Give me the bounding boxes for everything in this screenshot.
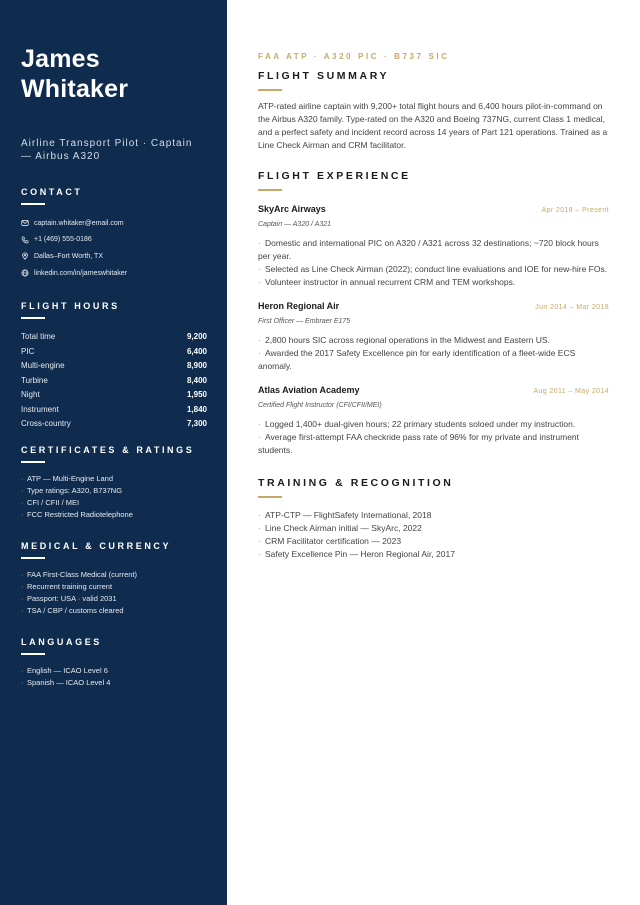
- phone-icon: [21, 236, 29, 244]
- languages-section: [21, 637, 207, 689]
- hours-label: PIC: [21, 346, 35, 356]
- languages-divider: [21, 653, 45, 655]
- candidate-role: Airline Transport Pilot · Captain — Airbus A320: [21, 138, 193, 162]
- job-entry: [258, 301, 609, 373]
- hours-row: [21, 416, 207, 431]
- training-item: · CRM Facilitator certification — 2023: [258, 536, 402, 546]
- contact-divider: [21, 203, 45, 205]
- hours-value: 7,300: [186, 419, 207, 429]
- job-entry: [258, 204, 609, 289]
- job-title: Certified Flight Instructor (CFI/CFII/MEI): [258, 402, 382, 409]
- job-dates: Jun 2014 – Mar 2018: [535, 304, 609, 311]
- list-item: · Spanish — ICAO Level 4: [21, 677, 111, 687]
- contact-section: [21, 187, 207, 281]
- hours-label: Night: [21, 390, 40, 400]
- hours-row: [21, 329, 207, 344]
- job-bullet: · 2,800 hours SIC across regional operations in the Midwest and Eastern US.: [258, 335, 550, 345]
- job-bullet: · Logged 1,400+ dual-given hours; 22 primary students soloed under my instruction.: [258, 419, 576, 429]
- medical-heading: MEDICAL & CURRENCY: [21, 540, 172, 551]
- contact-linkedin[interactable]: [21, 265, 207, 282]
- job-bullet: · Selected as Line Check Airman (2022); conduct line evaluations and IOE for new-hire FOs.: [258, 264, 608, 274]
- list-item: · English — ICAO Level 6: [21, 665, 108, 675]
- list-item: · FAA First-Class Medical (current): [21, 569, 138, 579]
- training-item: · ATP-CTP — FlightSafety International, 2018: [258, 510, 432, 520]
- hours-label: Instrument: [21, 404, 59, 414]
- certificates-divider: [21, 461, 45, 463]
- list-item: · TSA / CBP / customs cleared: [21, 605, 124, 615]
- list-item: · FCC Restricted Radiotelephone: [21, 509, 133, 519]
- job-company: Atlas Aviation Academy: [258, 385, 360, 395]
- hours-value: 1,950: [186, 390, 207, 400]
- list-item: · Passport: USA · valid 2031: [21, 593, 117, 603]
- tagline: FAA ATP · A320 PIC · B737 SIC: [258, 52, 450, 61]
- flight-hours-heading: FLIGHT HOURS: [21, 301, 120, 312]
- hours-value: 6,400: [186, 346, 207, 356]
- flight-hours-section: [21, 301, 207, 431]
- job-bullet: · Volunteer instructor in annual recurrent CRM and TEM workshops.: [258, 277, 516, 287]
- mail-icon: [21, 219, 29, 227]
- summary-divider: [258, 89, 282, 91]
- job-bullet: · Domestic and international PIC on A320 / A321 across 32 destinations; ~720 block hours per year.: [258, 238, 599, 261]
- training-item: · Line Check Airman initial — SkyArc, 2022: [258, 523, 422, 533]
- hours-label: Total time: [21, 332, 56, 342]
- hours-row: [21, 402, 207, 417]
- certificates-heading: CERTIFICATES & RATINGS: [21, 444, 195, 455]
- languages-heading: LANGUAGES: [21, 636, 102, 647]
- contact-location: [21, 248, 207, 265]
- job-entry: [258, 385, 609, 457]
- globe-icon: [21, 269, 29, 277]
- training-section: [258, 477, 609, 561]
- contact-email-text: captain.whitaker@email.com: [34, 219, 124, 227]
- job-company: SkyArc Airways: [258, 204, 326, 214]
- hours-label: Cross-country: [21, 419, 71, 429]
- job-dates: Aug 2011 – May 2014: [533, 388, 609, 395]
- training-heading: TRAINING & RECOGNITION: [258, 477, 454, 489]
- contact-phone[interactable]: [21, 232, 207, 249]
- job-company: Heron Regional Air: [258, 301, 340, 311]
- job-title: Captain — A320 / A321: [258, 221, 332, 228]
- contact-location-text: Dallas–Fort Worth, TX: [34, 252, 103, 260]
- hours-row: [21, 387, 207, 402]
- location-pin-icon: [21, 252, 29, 260]
- hours-value: 9,200: [186, 332, 207, 342]
- list-item: · Recurrent training current: [21, 581, 113, 591]
- list-item: · ATP — Multi-Engine Land: [21, 473, 114, 483]
- summary-text: ATP-rated airline captain with 9,200+ total flight hours and 6,400 hours pilot-in-command on the Airbus A320 family. Type-rated on the A320 and Boeing 737NG, current Class 1 medical, and a perfect safety and incident record across 14 years of Part 121 operations. Trained as a Line Check Airman and CRM facilitator.: [258, 101, 608, 150]
- hours-row: [21, 358, 207, 373]
- hours-row: [21, 373, 207, 388]
- hours-value: 1,840: [186, 404, 207, 414]
- experience-heading: FLIGHT EXPERIENCE: [258, 170, 411, 182]
- experience-section: [258, 170, 609, 457]
- sidebar: [0, 0, 227, 905]
- candidate-name: James Whitaker: [21, 45, 129, 103]
- job-bullet: · Average first-attempt FAA checkride pass rate of 96% for my private and instrument students.: [258, 432, 580, 455]
- experience-divider: [258, 189, 282, 191]
- main-content: [227, 0, 640, 905]
- contact-heading: CONTACT: [21, 187, 83, 197]
- training-divider: [258, 496, 282, 498]
- contact-phone-text: +1 (469) 555-0186: [34, 236, 92, 244]
- job-title: First Officer — Embraer E175: [258, 318, 351, 325]
- list-item: · CFI / CFII / MEI: [21, 497, 80, 507]
- training-item: · Safety Excellence Pin — Heron Regional Air, 2017: [258, 549, 455, 559]
- summary-heading: FLIGHT SUMMARY: [258, 70, 390, 82]
- contact-email[interactable]: [21, 215, 207, 232]
- summary-section: [258, 70, 609, 152]
- hours-value: 8,400: [186, 375, 207, 385]
- certificates-section: [21, 445, 207, 521]
- hours-label: Turbine: [21, 375, 48, 385]
- hours-value: 8,900: [186, 361, 207, 371]
- flight-hours-divider: [21, 317, 45, 319]
- job-dates: Apr 2018 – Present: [541, 207, 609, 214]
- contact-linkedin-text: linkedin.com/in/jameswhitaker: [34, 269, 127, 277]
- hours-label: Multi-engine: [21, 361, 65, 371]
- medical-section: [21, 541, 207, 617]
- medical-divider: [21, 557, 45, 559]
- list-item: · Type ratings: A320, B737NG: [21, 485, 123, 495]
- job-bullet: · Awarded the 2017 Safety Excellence pin for early identification of a fleet-wide ECS anomaly.: [258, 348, 576, 371]
- hours-row: [21, 344, 207, 359]
